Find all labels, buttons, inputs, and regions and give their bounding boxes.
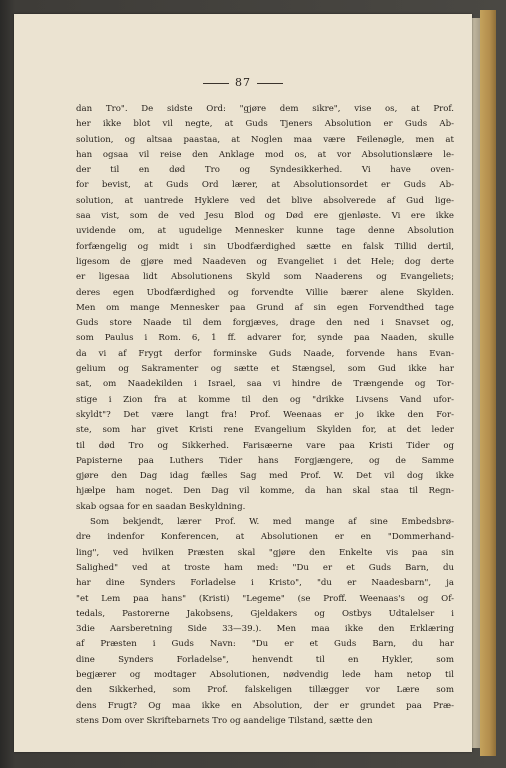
text-line: Som bekjendt, lærer Prof. W. med mange af sine Embedsbrø- xyxy=(90,517,454,528)
text-line: deres egen Ubodfærdighed og forvendte Villie bærer alene Skylden. xyxy=(76,287,454,298)
page-header xyxy=(14,76,472,89)
text-line: dan Tro". De sidste Ord: "gjøre dem sikre", vise os, at Prof. xyxy=(76,104,454,114)
text-line: solution, og altsaa paastaa, at Noglen maa være Feilenøgle, men at xyxy=(76,134,454,145)
text-line: den Sikkerhed, som Prof. falskeligen tillægger vor Lære som xyxy=(76,685,454,696)
text-line: tedals, Pastorerne Jakobsens, Gjeldakers og Ostbys Udtalelser i xyxy=(76,608,454,619)
text-line: Salighed" ved at troste ham med: "Du er et Guds Barn, du xyxy=(76,562,454,573)
text-line: ling", ved hvilken Præsten skal "gjøre den Enkelte vis paa sin xyxy=(76,547,454,558)
book-page xyxy=(14,14,472,752)
text-line: forfængelig og midt i sin Ubodfærdighed sætte en falsk Tillid dertil, xyxy=(76,241,454,252)
text-line: Men om mange Mennesker paa Grund af sin egen Forvendthed tage xyxy=(76,302,454,313)
text-line: Guds store Naade til dem forgjæves, drage den ned i Snavset og, xyxy=(76,318,454,329)
text-line: Papisterne paa Luthers Tider hans Forgjængere, og de Samme xyxy=(76,455,454,466)
text-line: dre indenfor Konferencen, at Absolutionen er en "Dommerhand- xyxy=(76,532,454,543)
text-line: 3die Aarsberetning Side 33—39.). Men maa ikke den Erklæring xyxy=(76,624,454,635)
text-line: til død Tro og Sikkerhed. Farisæerne vare paa Kristi Tider og xyxy=(76,440,454,451)
text-line: der til en død Tro og Syndesikkerhed. Vi have oven- xyxy=(76,165,454,176)
body-text xyxy=(76,102,454,729)
text-line: gjøre den Dag idag fælles Sag med Prof. W. Det vil dog ikke xyxy=(76,471,454,482)
text-line: han ogsaa vil reise den Anklage mod os, at vor Absolutionslære le- xyxy=(76,149,454,160)
header-dash-right xyxy=(257,83,283,84)
text-line: da vi af Frygt derfor forminske Guds Naade, forvende hans Evan- xyxy=(76,348,454,359)
text-line: er ligesaa lidt Absolutionens Skyld som Naaderens og Evangeliets; xyxy=(76,272,454,283)
text-line: dine Synders Forladelse", henvendt til en Hykler, som xyxy=(76,654,454,665)
text-line: skyldt"? Det være langt fra! Prof. Weenaas er jo ikke den For- xyxy=(76,409,454,420)
paragraph xyxy=(76,102,454,515)
text-line: ste, som har givet Kristi rene Evangelium Skylden for, at det leder xyxy=(76,425,454,436)
text-line: af Præsten i Guds Navn: "Du er et Guds Barn, du har xyxy=(76,639,454,650)
text-line: "et Lem paa hans" (Kristi) "Legeme" (se Proff. Weenaas's og Of- xyxy=(76,593,454,604)
text-line: sat, om Naadekilden i Israel, saa vi hindre de Trængende og Tor- xyxy=(76,379,454,390)
text-line: her ikke blot vil negte, at Guds Tjeners Absolution er Guds Ab- xyxy=(76,119,454,130)
header-dash-left xyxy=(203,83,229,84)
text-line: har dine Synders Forladelse i Kristo", "du er Naadesbarn", ja xyxy=(76,578,454,589)
book-cover-edge xyxy=(480,10,496,756)
paragraph xyxy=(76,515,454,729)
text-line: stens Dom over Skriftebarnets Tro og aandelige Tilstand, sætte den xyxy=(76,715,373,726)
text-line: dens Frugt? Og maa ikke en Absolution, der er grundet paa Præ- xyxy=(76,700,454,711)
text-line: skab ogsaa for en saadan Beskyldning. xyxy=(76,501,246,512)
page-number: 87 xyxy=(235,76,251,89)
text-line: solution, at uantrede Hyklere ved det blive absolverede af Gud lige- xyxy=(76,195,454,206)
text-line: gelium og Sakramenter og sætte et Stængsel, som Gud ikke har xyxy=(76,364,454,375)
text-line: som Paulus i Rom. 6, 1 ff. advarer for, synde paa Naaden, skulle xyxy=(76,333,454,344)
text-line: saa vist, som de ved Jesu Blod og Død ere gjenløste. Vi ere ikke xyxy=(76,211,454,222)
text-line: ligesom de gjøre med Naadeven og Evangeliet i det Hele; dog derte xyxy=(76,256,454,267)
text-line: uvidende om, at ugudelige Mennesker kunne tage denne Absolution xyxy=(76,226,454,237)
text-line: for bevist, at Guds Ord lærer, at Absolutionsordet er Guds Ab- xyxy=(76,180,454,191)
text-line: hjælpe ham noget. Den Dag vil komme, da han skal staa til Regn- xyxy=(76,486,454,497)
text-line: begjærer og modtager Absolutionen, nødvendig lede ham netop til xyxy=(76,669,454,680)
text-line: stige i Zion fra at komme til den og "drikke Livsens Vand ufor- xyxy=(76,394,454,405)
